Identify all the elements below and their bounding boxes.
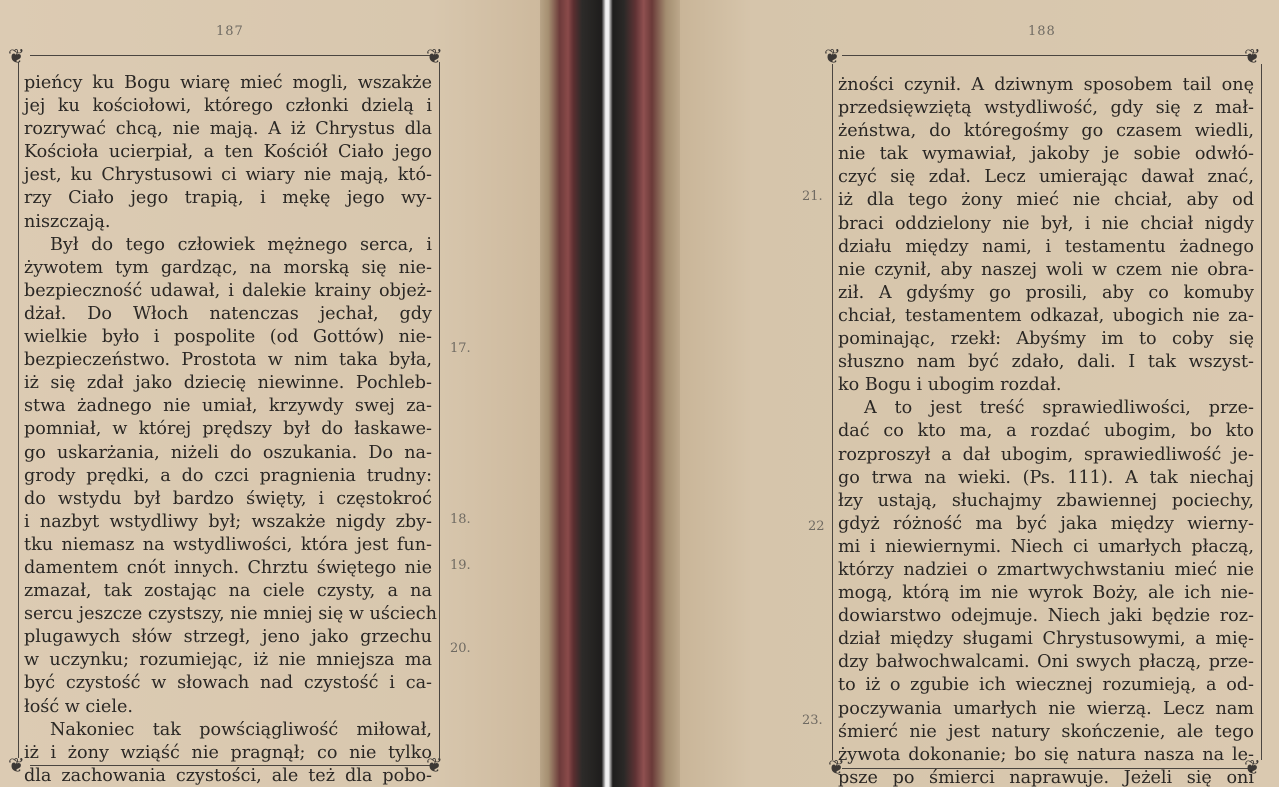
corner-ornament-icon: ❦ <box>824 44 841 68</box>
text-line: mogą, którą im nie wyrok Boży, ale ich nie- <box>838 583 1254 604</box>
text-line: działu między nami, i testamentu żadnego <box>838 236 1254 257</box>
verse-number: 19. <box>450 558 471 573</box>
corner-ornament-icon: ❦ <box>426 753 443 777</box>
text-line: dać co kto ma, a rozdać ubogim, bo kto <box>838 421 1254 442</box>
verse-number: 23. <box>802 713 823 728</box>
text-line: to iż o zgubie ich wiecznej rozumieją, a od- <box>838 675 1254 696</box>
text-line: iż i żony wziąść nie pragnął; co nie tylko <box>24 742 432 763</box>
text-line: być czystość w słowach nad czystość i ca- <box>24 673 432 694</box>
text-line: dzy bałwochwalcami. Oni swych płaczą, prze- <box>838 652 1254 673</box>
text-line: śmierć nie jest natury skończenie, ale tego <box>838 721 1254 742</box>
verse-number: 20. <box>450 641 471 656</box>
text-line: bezpieczeństwo. Prostota w nim taka była, <box>24 350 432 371</box>
text-line: łzy ustają, słuchajmy zbawiennej pociechy, <box>838 490 1254 511</box>
text-line: ko Bogu i ubogim rozdał. <box>838 375 1062 396</box>
text-line: go trwa na wieki. (Ps. 111). A tak niechaj <box>838 467 1254 488</box>
corner-ornament-icon: ❦ <box>426 44 443 68</box>
body-text <box>24 72 437 787</box>
text-line: rozrywać chcą, nie mają. A iż Chrystus dla <box>24 119 432 140</box>
book-gutter <box>540 0 680 787</box>
text-line: żywota dokonanie; bo się natura nasza na le- <box>838 744 1254 765</box>
text-line: rzy Ciało jego trapią, i mękę jego wy- <box>24 188 432 209</box>
text-line: pominając, rzekł: Abyśmy im to coby się <box>838 329 1254 350</box>
top-rule <box>30 55 430 56</box>
verse-number: 18. <box>450 512 471 527</box>
text-line: nie tak wymawiał, jakoby je sobie odwłó- <box>838 144 1254 165</box>
text-line: żności czynił. A dziwnym sposobem tail onę <box>838 75 1254 95</box>
text-line: pomniał, w której prędszy był do łaskawe- <box>24 419 432 440</box>
verse-number: 21. <box>802 189 823 204</box>
text-line: go uskarżania, niżeli do oszukania. Do na- <box>24 442 432 463</box>
text-line: niszczają. <box>24 211 111 232</box>
text-line: rozproszył a dał ubogim, sprawiedliwość je- <box>838 444 1254 465</box>
text-line: jest, ku Chrystusowi ci wiary nie mają, któ- <box>24 165 432 186</box>
text-line: jej ku kościołowi, którego członki dzielą i <box>24 96 432 117</box>
text-line: dżał. Do Włoch natenczas jechał, gdy <box>24 303 432 324</box>
text-line: iż dla tego żony mieć nie chciał, aby od <box>838 190 1254 211</box>
text-line: przedsięwziętą wstydliwość, gdy się z mał- <box>838 98 1254 119</box>
text-line: mi i niewiernymi. Niech ci umarłych płaczą, <box>838 536 1254 557</box>
text-line: którzy nadziei o zmartwychwstaniu mieć nie <box>838 559 1254 580</box>
text-line: słuszno nam być zdało, dali. I tak wszyst- <box>838 352 1254 373</box>
text-line: Nakoniec tak powściągliwość miłował, <box>50 719 432 740</box>
text-line: grody prędki, a do czci pragnienia trudny: <box>24 465 432 486</box>
text-line: łość w ciele. <box>24 696 133 717</box>
text-line: nie czynił, aby naszej woli w czem nie obra- <box>838 259 1254 280</box>
text-line: ził. A gdyśmy go prosili, aby co komuby <box>838 282 1254 303</box>
body-text <box>838 74 1254 787</box>
text-line: plugawych słów strzegł, jeno jako grzechu <box>24 627 432 648</box>
text-line: poczywania umarłych nie wierzą. Lecz nam <box>838 698 1254 719</box>
right-page <box>680 0 1279 787</box>
verse-number: 17. <box>450 341 471 356</box>
text-line: dla zachowania czystości, ale też dla pobo- <box>24 765 432 786</box>
corner-ornament-icon: ❦ <box>8 44 25 68</box>
text-line: dowiarstwo odejmuje. Niech jaki będzie roz- <box>838 606 1254 627</box>
text-line: w uczynku; rozumiejąc, iż nie mniejsza ma <box>24 650 432 671</box>
text-line: czyć się zdał. Lecz umierając dawał znać, <box>838 167 1254 188</box>
text-line: damentem cnót innych. Chrztu świętego nie <box>24 557 432 578</box>
text-line: sercu jeszcze czystszy, nie mniej się w uściech <box>24 604 437 625</box>
text-line: i nazbyt wstydliwy był; wszakże nigdy zby- <box>24 511 432 532</box>
text-line: bezpieczność udawał, i dalekie krainy objeż- <box>24 280 432 301</box>
text-line: dział między sługami Chrystusowymi, a mię- <box>838 629 1254 650</box>
text-line: A to jest treść sprawiedliwości, prze- <box>864 398 1254 419</box>
text-line: iż się zdał jako dziecię niewinne. Pochleb- <box>24 373 432 394</box>
text-line: wielkie było i pospolite (od Gottów) nie- <box>24 327 432 348</box>
verse-number: 22 <box>808 519 825 534</box>
page-number: 188 <box>1028 24 1056 39</box>
text-line: Kościoła ucierpiał, a ten Kościół Ciało jego <box>24 142 432 163</box>
text-line: tku niemasz na wstydliwości, która jest fun- <box>24 534 432 555</box>
text-line: pieńcy ku Bogu wiarę mieć mogli, wszakże <box>24 73 432 93</box>
top-rule <box>842 55 1252 56</box>
text-line: żywotem tym gardząc, na morską się nie- <box>24 257 432 278</box>
text-line: stwa żadnego nie umiał, krzywdy swej za- <box>24 396 432 417</box>
text-line: psze po śmierci naprawuje. Jeżeli się oni <box>838 767 1254 787</box>
left-page <box>0 0 540 787</box>
corner-ornament-icon: ❦ <box>1244 755 1261 779</box>
page-number: 187 <box>216 24 244 39</box>
text-line: zmazał, tak zostając na ciele czysty, a na <box>24 581 432 602</box>
text-line: do wstydu był bardzo święty, i częstokroć <box>24 488 432 509</box>
corner-ornament-icon: ❦ <box>1244 44 1261 68</box>
corner-ornament-icon: ❦ <box>8 753 25 777</box>
text-line: braci oddzielony nie był, i nie chciał nigdy <box>838 213 1254 234</box>
text-line: Był do tego człowiek mężnego serca, i <box>50 234 432 255</box>
text-line: chciał, testamentem odkazał, ubogich nie za- <box>838 305 1254 326</box>
text-line: gdyż różność ma być jaka między wierny- <box>838 513 1254 534</box>
corner-ornament-icon: ❦ <box>828 755 845 779</box>
text-line: żeństwa, do któregośmy go czasem wiedli, <box>838 121 1254 142</box>
